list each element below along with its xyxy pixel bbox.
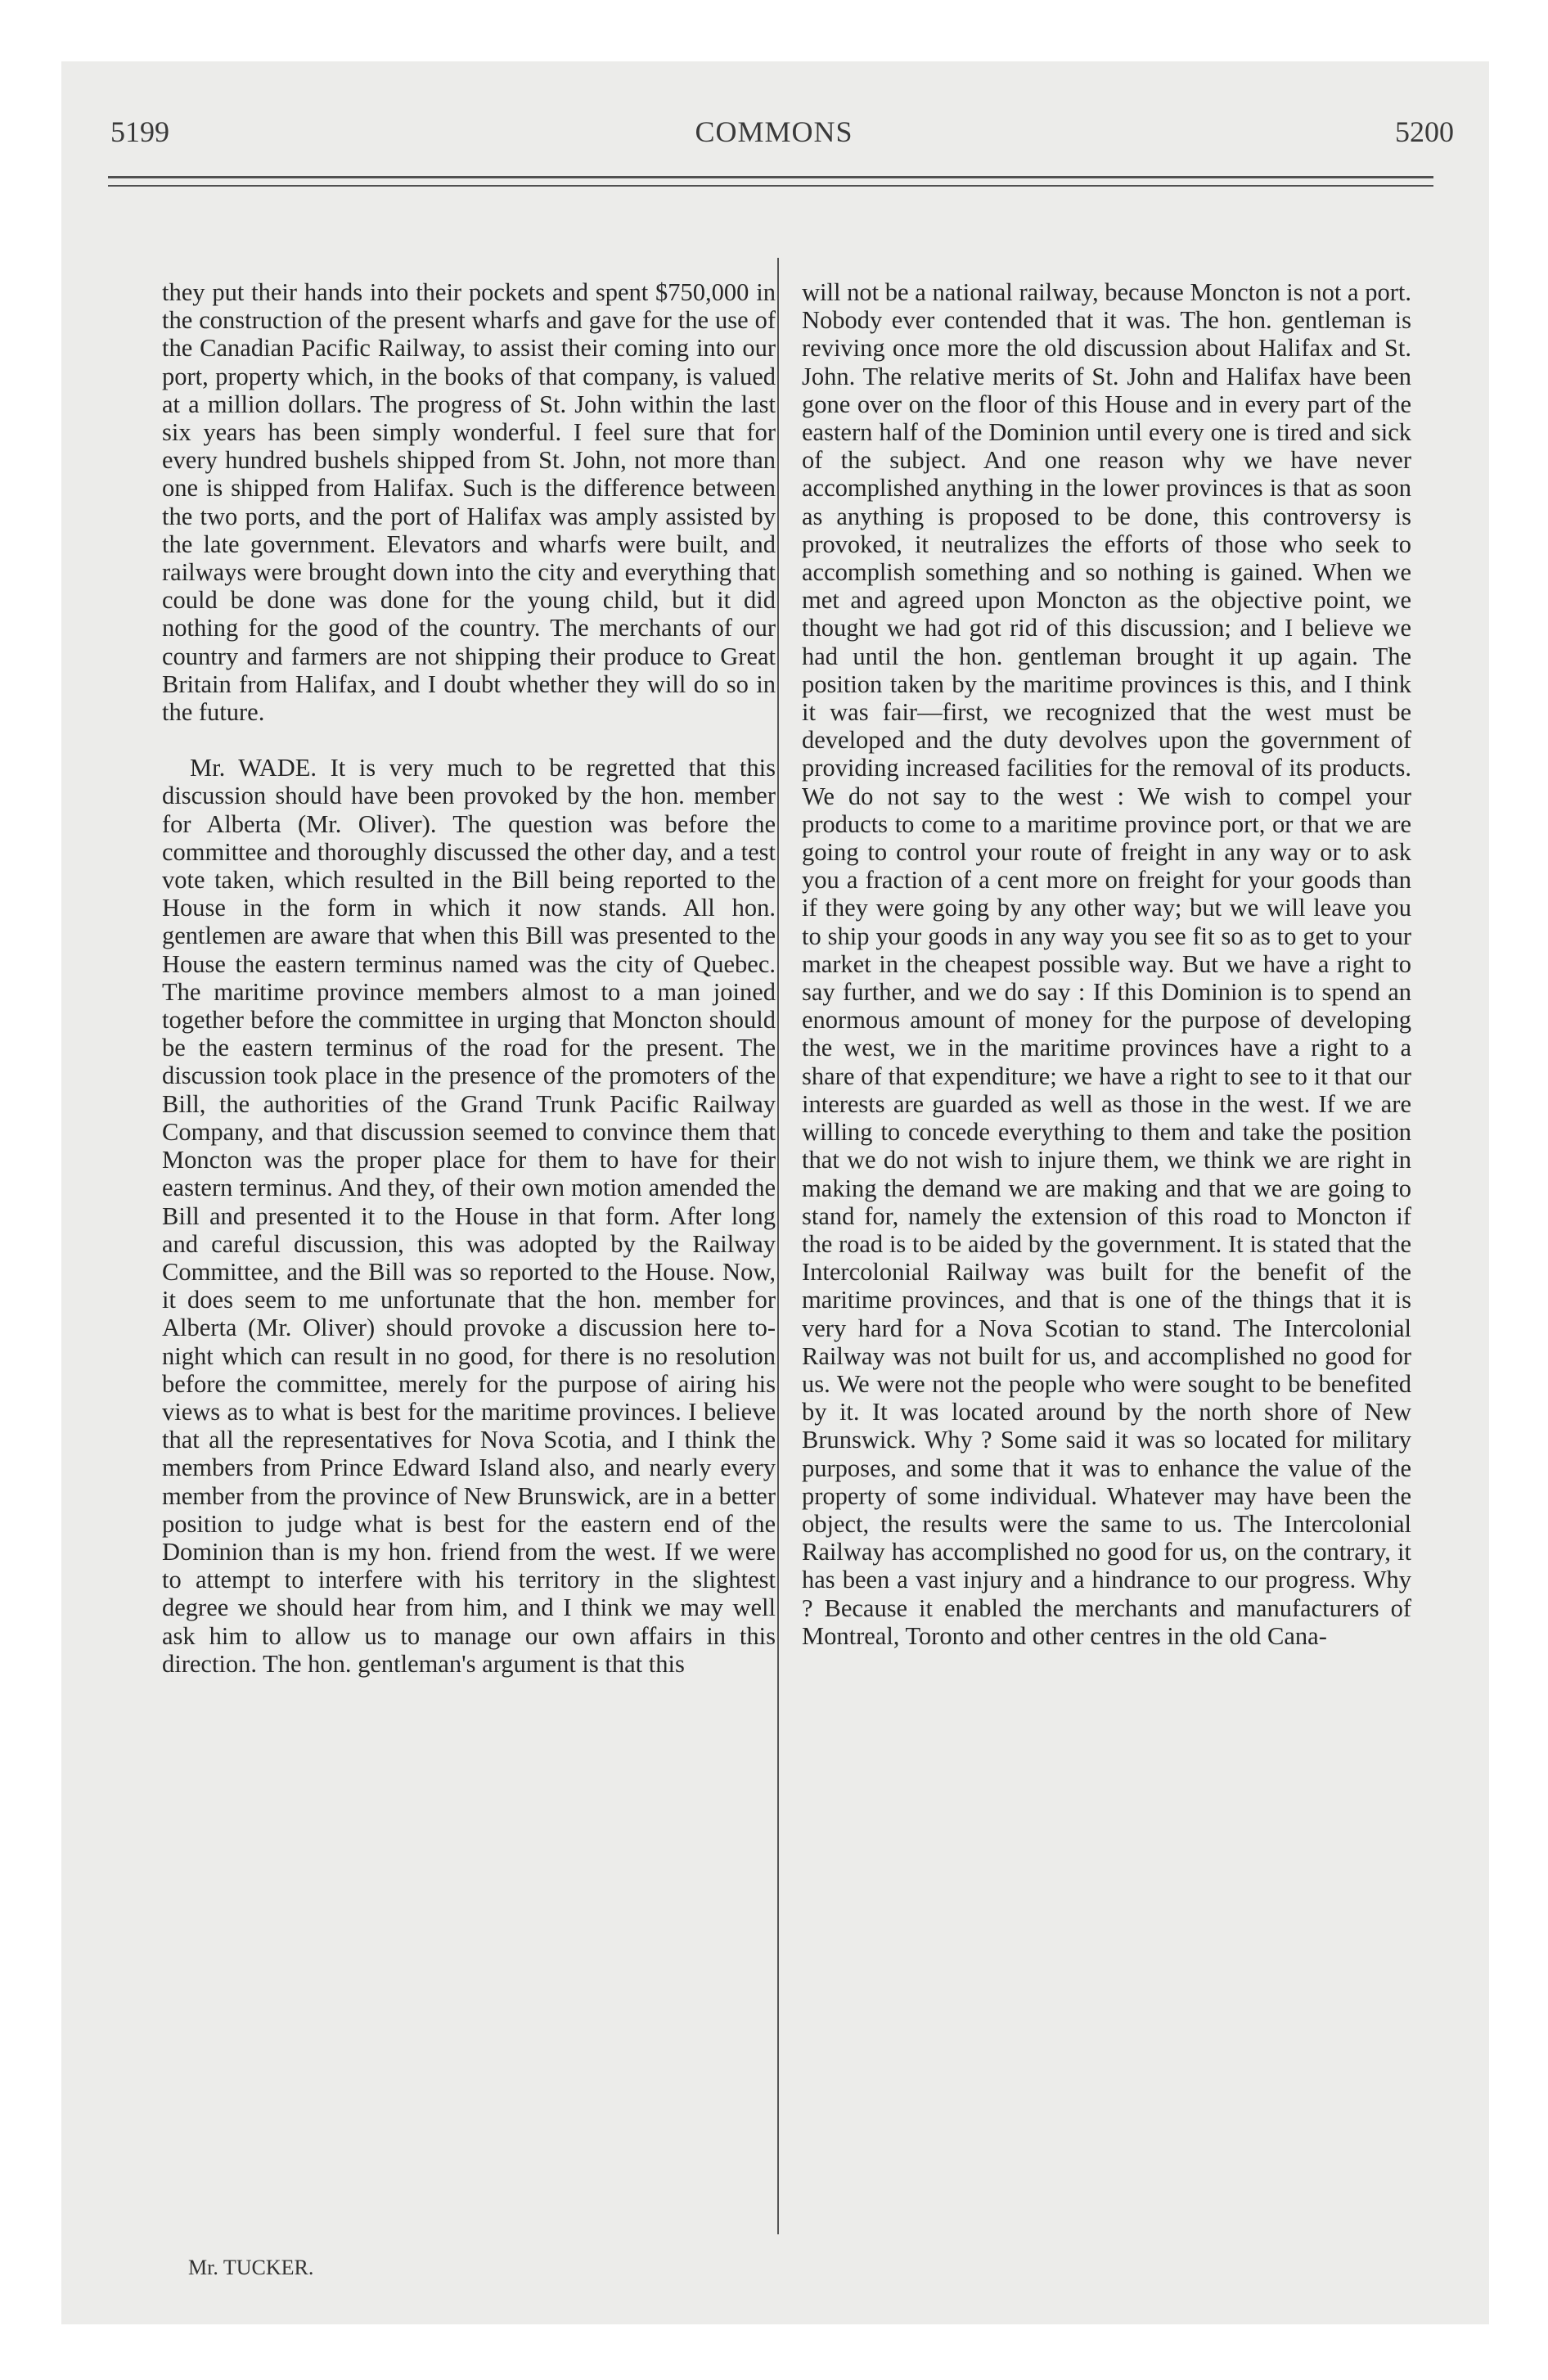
left-column [162, 278, 776, 1678]
column-divider [777, 258, 779, 2234]
paragraph: they put their hands into their pockets and spent $750,000 in the construction of the present wharfs and gave for the use of the Canadian Pacific Railway, to assist their coming into our port, property which, in the books of that company, is valued at a million dollars. The progress of St. John within the last six years has been simply wonderful. I feel sure that for every hundred bushels shipped from St. John, not more than one is shipped from Halifax. Such is the difference between the two ports, and the port of Halifax was amply assisted by the late government. Elevators and wharfs were built, and railways were brought down into the city and everything that could be done was done for the young child, but it did nothing for the good of the country. The merchants of our country and farmers are not shipping their produce to Great Britain from Halifax, and I doubt whether they will do so in the future. [162, 278, 776, 727]
header-rule-bottom [108, 185, 1433, 187]
paragraph: will not be a national railway, because Moncton is not a port. Nobody ever contended that it was. The hon. gentleman is reviving once more the old discussion about Halifax and St. John. The relative merits of St. John and Halifax have been gone over on the floor of this House and in every part of the eastern half of the Dominion until every one is tired and sick of the subject. And one reason why we have never accomplished anything in the lower provinces is that as soon as anything is proposed to be done, this controversy is provoked, it neutralizes the efforts of those who seek to accomplish something and so nothing is gained. When we met and agreed upon Moncton as the objective point, we thought we had got rid of this discussion; and I believe we had until the hon. gentleman brought it up again. The position taken by the maritime provinces is this, and I think it was fair—first, we recognized that the west must be developed and the duty devolves upon the government of providing increased facilities for the removal of its products. We do not say to the west : We wish to compel your products to come to a maritime province port, or that we are going to control your route of freight in any way or to ask you a fraction of a cent more on freight for your goods than if they were going by any other way; but we will leave you to ship your goods in any way you see fit so as to get to your market in the cheapest possible way. But we have a right to say further, and we do say : If this Dominion is to spend an enormous amount of money for the purpose of developing the west, we in the maritime provinces have a right to a share of that expenditure; we have a right to see to it that our interests are guarded as well as those in the west. If we are willing to concede everything to them and take the position that we do not wish to injure them, we think we are right in making the demand we are making and that we are going to stand for, namely the extension of this road to Moncton if the road is to be aided by the government. It is stated that the Intercolonial Railway was built for the benefit of the maritime provinces, and that is one of the things that it is very hard for a Nova Scotian to stand. The Intercolonial Railway was not built for us, and accomplished no good for us. We were not the people who were sought to be benefited by it. It was located around by the north shore of New Brunswick. Why ? Some said it was so located for military purposes, and some that it was to enhance the value of the property of some individual. Whatever may have been the object, the results were the same to us. The Intercolonial Railway has accomplished no good for us, on the contrary, it has been a vast injury and a hindrance to our progress. Why ? Because it enabled the merchants and manufacturers of Montreal, Toronto and other centres in the old Cana- [802, 278, 1411, 1650]
footer-speaker: Mr. TUCKER. [188, 2256, 314, 2279]
page-header [0, 115, 1548, 164]
right-page-number: 5200 [1395, 115, 1454, 148]
right-column [802, 278, 1411, 1650]
left-page-number: 5199 [110, 115, 169, 148]
paragraph: Mr. WADE. It is very much to be regretted that this discussion should have been provoked by the hon. member for Alberta (Mr. Oliver). The question was before the committee and thoroughly discussed the other day, and a test vote taken, which resulted in the Bill being reported to the House in the form in which it now stands. All hon. gentlemen are aware that when this Bill was presented to the House the eastern terminus named was the city of Quebec. The maritime province members almost to a man joined together before the committee in urging that Moncton should be the eastern terminus of the road for the present. The discussion took place in the presence of the promoters of the Bill, the authorities of the Grand Trunk Pacific Railway Company, and that discussion seemed to convince them that Moncton was the proper place for them to have for their eastern terminus. And they, of their own motion amended the Bill and presented it to the House in that form. After long and careful discussion, this was adopted by the Railway Committee, and the Bill was so reported to the House. Now, it does seem to me unfortunate that the hon. member for Alberta (Mr. Oliver) should provoke a discussion here to-night which can result in no good, for there is no resolution before the committee, merely for the purpose of airing his views as to what is best for the maritime provinces. I believe that all the representatives for Nova Scotia, and I think the members from Prince Edward Island also, and nearly every member from the province of New Brunswick, are in a better position to judge what is best for the eastern end of the Dominion than is my hon. friend from the west. If we were to attempt to interfere with his territory in the slightest degree we should hear from him, and I think we may well ask him to allow us to manage our own affairs in this direction. The hon. gentleman's argument is that this [162, 754, 776, 1678]
page-title: COMMONS [695, 115, 853, 148]
header-rule-top [108, 176, 1433, 178]
